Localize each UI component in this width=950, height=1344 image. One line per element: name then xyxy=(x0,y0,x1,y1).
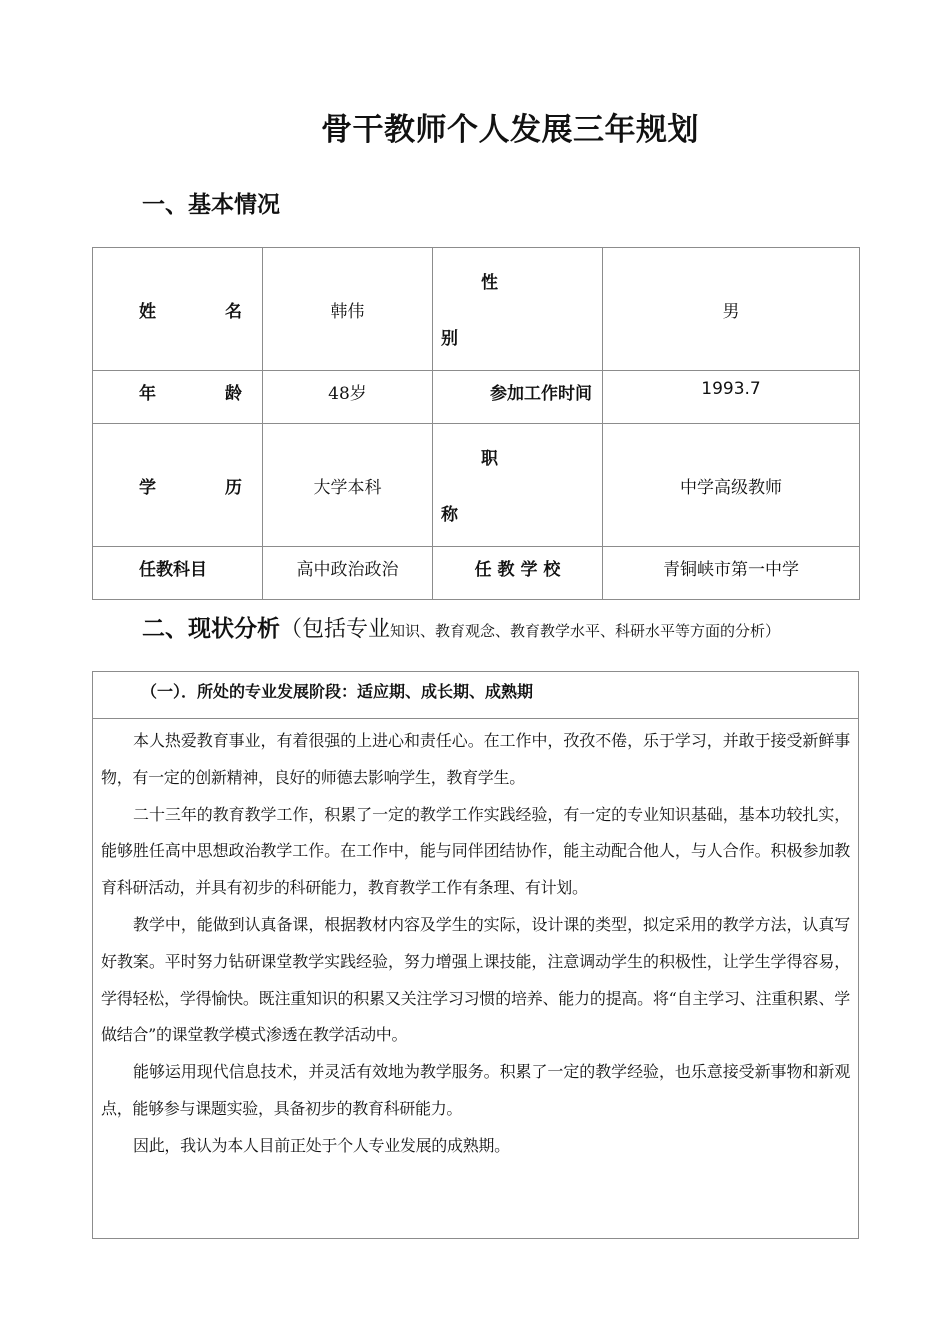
analysis-paragraph: 本人热爱教育事业，有着很强的上进心和责任心。在工作中，孜孜不倦，乐于学习，并敢于接受新鲜事物，有一定的创新精神，良好的师德去影响学生，教育学生。 xyxy=(101,731,850,787)
analysis-paragraph: 因此，我认为本人目前正处于个人专业发展的成熟期。 xyxy=(133,1135,510,1155)
age-label-cell xyxy=(93,371,263,424)
name-value: 韩伟 xyxy=(263,248,433,371)
work-start-label: 参加工作时间 xyxy=(433,371,603,424)
gender-value: 男 xyxy=(603,248,860,371)
section-heading-analysis xyxy=(142,610,780,643)
analysis-heading-paren-small: 知识、教育观念、教育教学水平、科研水平等方面的分析） xyxy=(390,622,781,640)
name-label-part1: 姓 xyxy=(139,301,156,322)
analysis-paragraph: 教学中，能做到认真备课，根据教材内容及学生的实际，设计课的类型，拟定采用的教学方法，认真写好教案。平时努力钻研课堂教学实践经验，努力增强上课技能，注意调动学生的积极性，让学生学得容易，学得轻松，学得愉快。既注重知识的积累又关注学习习惯的培养、能力的提高。将“自主学习、注重积累、学做结合”的课堂教学模式渗透在教学活动中。 xyxy=(101,914,850,1045)
subject-label: 任教科目 xyxy=(93,547,263,600)
name-label-part2: 名 xyxy=(225,301,242,322)
document-title: 骨干教师个人发展三年规划 xyxy=(321,112,699,148)
table-row xyxy=(93,424,860,547)
title-label-bottom: 称 xyxy=(441,505,458,525)
education-label-part2: 历 xyxy=(225,477,242,498)
analysis-paragraph: 能够运用现代信息技术，并灵活有效地为教学服务。积累了一定的教学经验，也乐意接受新事物和新观点，能够参与课题实验，具备初步的教育科研能力。 xyxy=(101,1062,850,1118)
work-start-value: 1993.7 xyxy=(603,371,860,424)
gender-label-top: 性 xyxy=(481,273,498,293)
title-label-top: 职 xyxy=(481,449,498,469)
age-label-part2: 龄 xyxy=(225,384,242,404)
section-heading-basic-info: 一、基本情况 xyxy=(142,192,280,218)
education-label-part1: 学 xyxy=(139,477,156,498)
analysis-heading-paren-big: （包括专业 xyxy=(280,617,391,642)
table-row xyxy=(93,371,860,424)
analysis-box xyxy=(92,671,859,1239)
gender-label-cell xyxy=(433,248,603,371)
title-label-cell xyxy=(433,424,603,547)
age-value: 48岁 xyxy=(263,371,433,424)
school-label: 任 教 学 校 xyxy=(433,547,603,600)
title-value: 中学高级教师 xyxy=(603,424,860,547)
school-value: 青铜峡市第一中学 xyxy=(603,547,860,600)
education-value: 大学本科 xyxy=(263,424,433,547)
table-row xyxy=(93,547,860,600)
table-row xyxy=(93,248,860,371)
age-label-part1: 年 xyxy=(139,384,156,404)
education-label-cell xyxy=(93,424,263,547)
basic-info-table xyxy=(92,247,860,600)
gender-label-bottom: 别 xyxy=(441,329,458,349)
analysis-heading-main: 二、现状分析 xyxy=(142,616,280,642)
name-label-cell xyxy=(93,248,263,371)
subject-value: 高中政治政治 xyxy=(263,547,433,600)
analysis-body xyxy=(93,719,858,1165)
analysis-subheading: （一）．所处的专业发展阶段：适应期、成长期、成熟期 xyxy=(93,672,858,719)
analysis-paragraph: 二十三年的教育教学工作，积累了一定的教学工作实践经验，有一定的专业知识基础，基本功较扎实，能够胜任高中思想政治教学工作。在工作中，能与同伴团结协作，能主动配合他人，与人合作。积极参加教育科研活动，并具有初步的科研能力，教育教学工作有条理、有计划。 xyxy=(101,804,850,898)
